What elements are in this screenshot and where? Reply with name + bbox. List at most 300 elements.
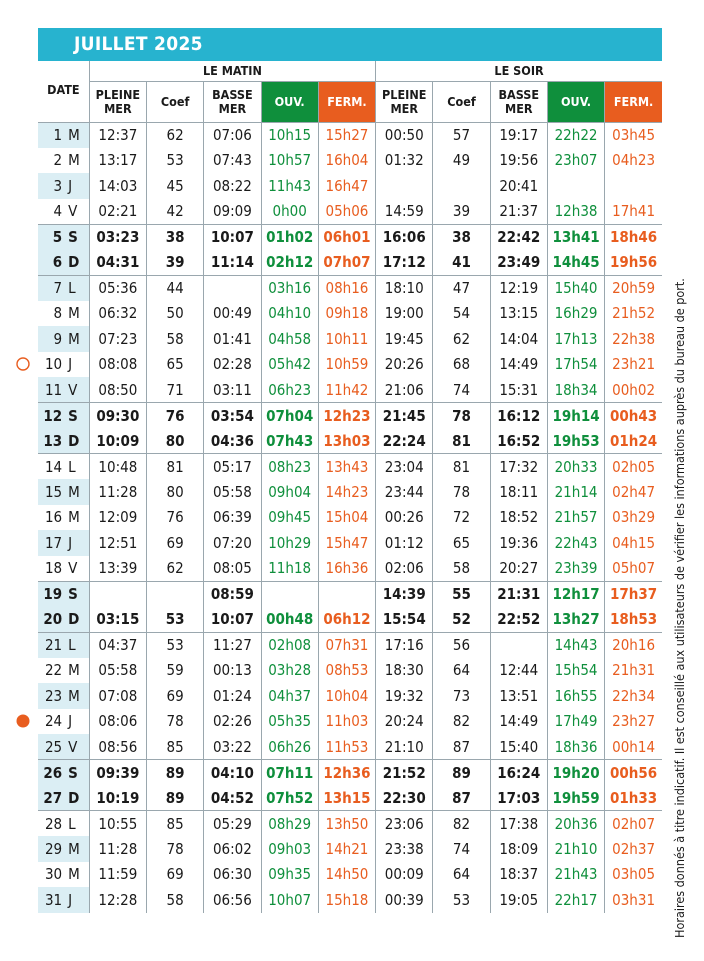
table-row bbox=[38, 556, 662, 582]
coef-soir-cell: 74 bbox=[433, 836, 490, 862]
ferm-matin-cell: 07h31 bbox=[318, 632, 375, 658]
ouv-soir-cell: 12h38 bbox=[547, 199, 604, 225]
day-letter-cell: M bbox=[65, 326, 89, 352]
ferm-soir-cell: 19h56 bbox=[610, 253, 658, 271]
pleine-mer-soir-cell bbox=[376, 173, 433, 199]
ferm-matin-cell: 16h47 bbox=[318, 173, 375, 199]
ouv-soir-cell: 19h53 bbox=[547, 428, 604, 454]
table-row bbox=[38, 862, 662, 888]
coef-soir-cell: 49 bbox=[433, 148, 490, 174]
basse-mer-matin-cell: 09:09 bbox=[204, 199, 261, 225]
table-row bbox=[38, 122, 662, 148]
day-number-cell: 5 bbox=[38, 224, 65, 250]
basse-mer-soir-cell: 22:52 bbox=[490, 607, 547, 633]
ferm-soir-cell: 23h21 bbox=[612, 355, 656, 374]
day-letter-cell: M bbox=[65, 862, 89, 888]
basse-mer-soir-cell: 16:24 bbox=[490, 760, 547, 786]
coef-soir-cell: 82 bbox=[433, 811, 490, 837]
ouv-matin-cell: 07h11 bbox=[261, 760, 318, 786]
basse-mer-soir-cell: 18:52 bbox=[490, 505, 547, 531]
pleine-mer-matin-cell: 10:09 bbox=[89, 428, 146, 454]
coef-matin-cell: 53 bbox=[147, 632, 204, 658]
table-row bbox=[38, 479, 662, 505]
basse-mer-matin-cell: 00:49 bbox=[204, 301, 261, 327]
ferm-soir-cell: 02h37 bbox=[612, 839, 656, 858]
ferm-soir-cell: 03h05 bbox=[612, 865, 656, 884]
ferm-soir-cell: 00h14 bbox=[612, 737, 656, 756]
ouv-soir-cell: 23h39 bbox=[547, 556, 604, 582]
pleine-mer-soir-cell: 21:52 bbox=[376, 760, 433, 786]
day-letter-cell: M bbox=[65, 683, 89, 709]
day-letter-cell: M bbox=[65, 505, 89, 531]
ouv-matin-cell: 06h23 bbox=[261, 377, 318, 403]
ouv-matin-cell: 05h35 bbox=[261, 709, 318, 735]
day-number-cell: 14 bbox=[38, 454, 65, 480]
ouv-soir-cell: 19h20 bbox=[547, 760, 604, 786]
basse-mer-matin-cell: 05:29 bbox=[204, 811, 261, 837]
ferm-matin-cell: 16h36 bbox=[318, 556, 375, 582]
ferm-soir-cell: 01h33 bbox=[610, 788, 658, 807]
basse-mer-matin-cell: 03:22 bbox=[204, 734, 261, 760]
basse-mer-soir-cell: 21:31 bbox=[490, 581, 547, 607]
coef-soir-cell: 56 bbox=[433, 632, 490, 658]
ferm-matin-cell: 13h03 bbox=[318, 428, 375, 454]
coef-matin-cell: 65 bbox=[147, 352, 204, 378]
pleine-mer-matin-cell: 08:08 bbox=[89, 352, 146, 378]
day-number-cell: 12 bbox=[38, 403, 65, 429]
basse-mer-soir-cell: 14:04 bbox=[490, 326, 547, 352]
day-number-cell: 19 bbox=[38, 581, 65, 607]
basse-mer-soir-cell: 13:15 bbox=[490, 301, 547, 327]
ouv-soir-cell: 20h36 bbox=[547, 811, 604, 837]
table-row bbox=[38, 301, 662, 327]
day-letter-cell: L bbox=[65, 811, 89, 837]
pleine-mer-matin-cell bbox=[89, 581, 146, 607]
coef-matin-cell: 69 bbox=[147, 683, 204, 709]
table-row bbox=[38, 530, 662, 556]
coef-matin-cell: 85 bbox=[147, 734, 204, 760]
ouv-matin-cell: 04h58 bbox=[261, 326, 318, 352]
day-number-cell: 31 bbox=[38, 887, 65, 913]
ferm-matin-cell: 05h06 bbox=[318, 199, 375, 225]
basse-mer-soir-cell bbox=[490, 632, 547, 658]
ferm-matin-cell: 15h47 bbox=[318, 530, 375, 556]
coef-matin-cell: 53 bbox=[147, 607, 204, 633]
table-row bbox=[38, 709, 662, 735]
table-row bbox=[38, 836, 662, 862]
pleine-mer-soir-cell: 19:45 bbox=[376, 326, 433, 352]
pleine-mer-matin-cell: 12:37 bbox=[89, 122, 146, 148]
ouv-soir-cell: 19h14 bbox=[547, 403, 604, 429]
basse-mer-matin-cell: 04:36 bbox=[204, 428, 261, 454]
day-number-cell: 13 bbox=[38, 428, 65, 454]
pleine-mer-matin-cell: 10:55 bbox=[89, 811, 146, 837]
header-basse-mer-matin: BASSE MER bbox=[204, 81, 261, 122]
coef-soir-cell: 62 bbox=[433, 326, 490, 352]
pleine-mer-matin-cell: 14:03 bbox=[89, 173, 146, 199]
basse-mer-matin-cell: 02:26 bbox=[204, 709, 261, 735]
coef-matin-cell: 85 bbox=[147, 811, 204, 837]
coef-soir-cell: 89 bbox=[433, 760, 490, 786]
pleine-mer-soir-cell: 21:45 bbox=[376, 403, 433, 429]
ouv-soir-cell: 19h59 bbox=[547, 785, 604, 811]
ferm-soir-cell: 00h56 bbox=[605, 760, 662, 786]
ferm-soir-cell: 02h47 bbox=[612, 482, 656, 501]
table-row bbox=[38, 275, 662, 301]
pleine-mer-soir-cell: 00:26 bbox=[376, 505, 433, 531]
ouv-soir-cell: 12h17 bbox=[547, 581, 604, 607]
basse-mer-soir-cell: 16:52 bbox=[490, 428, 547, 454]
pleine-mer-matin-cell: 06:32 bbox=[89, 301, 146, 327]
basse-mer-matin-cell: 06:56 bbox=[204, 887, 261, 913]
pleine-mer-matin-cell: 09:39 bbox=[89, 760, 146, 786]
basse-mer-soir-cell: 19:17 bbox=[490, 122, 547, 148]
coef-soir-cell: 47 bbox=[433, 275, 490, 301]
basse-mer-matin-cell bbox=[204, 275, 261, 301]
ouv-soir-cell: 16h29 bbox=[547, 301, 604, 327]
coef-soir-cell: 81 bbox=[433, 454, 490, 480]
ouv-soir-cell: 13h41 bbox=[547, 224, 604, 250]
day-letter-cell: D bbox=[65, 250, 89, 276]
pleine-mer-matin-cell: 10:48 bbox=[89, 454, 146, 480]
table-row bbox=[38, 607, 662, 633]
day-number-cell: 17 bbox=[38, 530, 65, 556]
coef-matin-cell: 69 bbox=[147, 862, 204, 888]
coef-soir-cell bbox=[433, 173, 490, 199]
basse-mer-matin-cell: 11:27 bbox=[204, 632, 261, 658]
day-letter-cell: L bbox=[65, 454, 89, 480]
ouv-soir-cell: 17h49 bbox=[547, 709, 604, 735]
ferm-soir-cell: 17h41 bbox=[612, 202, 656, 220]
day-number-cell: 23 bbox=[38, 683, 65, 709]
pleine-mer-soir-cell: 20:26 bbox=[376, 352, 433, 378]
ouv-soir-cell: 22h17 bbox=[547, 887, 604, 913]
day-number-cell: 28 bbox=[38, 811, 65, 837]
day-letter-cell: D bbox=[65, 428, 89, 454]
ferm-matin-cell: 11h03 bbox=[318, 709, 375, 735]
header-pleine-mer-soir: PLEINE MER bbox=[376, 81, 433, 122]
basse-mer-soir-cell: 18:37 bbox=[490, 862, 547, 888]
day-letter-cell: M bbox=[65, 148, 89, 174]
day-letter-cell: D bbox=[65, 607, 89, 633]
ferm-soir-cell: 03h29 bbox=[612, 508, 656, 527]
coef-matin-cell: 89 bbox=[147, 760, 204, 786]
coef-soir-cell: 78 bbox=[433, 403, 490, 429]
day-number-cell: 26 bbox=[38, 760, 65, 786]
basse-mer-matin-cell: 00:13 bbox=[204, 658, 261, 684]
ouv-matin-cell bbox=[261, 581, 318, 607]
pleine-mer-soir-cell: 15:54 bbox=[376, 607, 433, 633]
coef-soir-cell: 65 bbox=[433, 530, 490, 556]
day-number-cell: 3 bbox=[38, 173, 65, 199]
ouv-soir-cell: 20h33 bbox=[547, 454, 604, 480]
coef-matin-cell: 81 bbox=[147, 454, 204, 480]
pleine-mer-soir-cell: 01:32 bbox=[376, 148, 433, 174]
coef-soir-cell: 74 bbox=[433, 377, 490, 403]
ferm-matin-cell: 06h01 bbox=[318, 224, 375, 250]
ouv-matin-cell: 10h29 bbox=[261, 530, 318, 556]
header-ferm-matin: FERM. bbox=[318, 81, 375, 122]
pleine-mer-matin-cell: 02:21 bbox=[89, 199, 146, 225]
pleine-mer-matin-cell: 08:56 bbox=[89, 734, 146, 760]
coef-soir-cell: 39 bbox=[433, 199, 490, 225]
table-row bbox=[38, 658, 662, 684]
pleine-mer-soir-cell: 00:39 bbox=[376, 887, 433, 913]
ouv-matin-cell: 08h29 bbox=[261, 811, 318, 837]
coef-soir-cell: 38 bbox=[433, 224, 490, 250]
coef-soir-cell: 52 bbox=[433, 607, 490, 633]
ouv-matin-cell: 02h12 bbox=[261, 250, 318, 276]
ouv-soir-cell: 15h40 bbox=[547, 275, 604, 301]
ferm-matin-cell: 12h23 bbox=[318, 403, 375, 429]
table-row bbox=[38, 760, 662, 786]
day-number-cell: 30 bbox=[44, 865, 63, 884]
pleine-mer-soir-cell: 21:10 bbox=[376, 734, 433, 760]
ouv-matin-cell: 04h37 bbox=[261, 683, 318, 709]
ouv-matin-cell: 10h07 bbox=[261, 887, 318, 913]
header-group-row bbox=[38, 61, 662, 81]
ouv-matin-cell: 09h45 bbox=[261, 505, 318, 531]
day-number-cell: 15 bbox=[38, 479, 65, 505]
pleine-mer-matin-cell: 04:31 bbox=[89, 250, 146, 276]
ouv-soir-cell bbox=[547, 173, 604, 199]
day-number-cell: 20 bbox=[38, 607, 65, 633]
basse-mer-soir-cell: 20:27 bbox=[490, 556, 547, 582]
day-number-cell: 2 bbox=[53, 151, 63, 170]
ferm-soir-cell: 02h07 bbox=[605, 811, 662, 837]
table-row bbox=[38, 428, 662, 454]
pleine-mer-matin-cell: 11:59 bbox=[89, 862, 146, 888]
pleine-mer-soir-cell: 23:06 bbox=[376, 811, 433, 837]
day-number-cell: 11 bbox=[38, 377, 65, 403]
day-number-cell: 21 bbox=[38, 632, 65, 658]
coef-matin-cell: 58 bbox=[147, 887, 204, 913]
coef-matin-cell: 76 bbox=[147, 403, 204, 429]
ouv-matin-cell: 08h23 bbox=[261, 454, 318, 480]
pleine-mer-soir-cell: 18:30 bbox=[376, 658, 433, 684]
ferm-matin-cell: 08h16 bbox=[318, 275, 375, 301]
pleine-mer-soir-cell: 23:44 bbox=[376, 479, 433, 505]
coef-soir-cell: 64 bbox=[433, 658, 490, 684]
ferm-soir-cell: 01h24 bbox=[610, 431, 658, 450]
day-letter-cell: V bbox=[65, 199, 89, 225]
header-columns-row bbox=[38, 81, 662, 122]
day-letter-cell: S bbox=[65, 760, 89, 786]
coef-soir-cell: 81 bbox=[433, 428, 490, 454]
ferm-matin-cell: 15h27 bbox=[318, 122, 375, 148]
pleine-mer-soir-cell: 14:59 bbox=[376, 199, 433, 225]
ouv-matin-cell: 10h57 bbox=[261, 148, 318, 174]
header-ouv-soir: OUV. bbox=[547, 81, 604, 122]
coef-soir-cell: 72 bbox=[433, 505, 490, 531]
coef-matin-cell: 78 bbox=[147, 709, 204, 735]
day-number-cell: 18 bbox=[44, 559, 63, 577]
day-number-cell: 24 bbox=[44, 712, 63, 731]
page-title: JUILLET 2025 bbox=[38, 28, 662, 61]
table-row bbox=[38, 454, 662, 480]
ferm-matin-cell: 15h04 bbox=[318, 505, 375, 531]
coef-soir-cell: 41 bbox=[433, 250, 490, 276]
pleine-mer-soir-cell: 23:04 bbox=[376, 454, 433, 480]
ouv-matin-cell: 09h04 bbox=[261, 479, 318, 505]
day-number-cell: 16 bbox=[44, 508, 63, 527]
table-row bbox=[38, 173, 662, 199]
header-coef-soir: Coef bbox=[433, 81, 490, 122]
ferm-soir-cell: 03h45 bbox=[612, 126, 656, 144]
ouv-matin-cell: 05h42 bbox=[261, 352, 318, 378]
ferm-soir-cell: 22h38 bbox=[612, 329, 656, 348]
ouv-soir-cell: 18h36 bbox=[547, 734, 604, 760]
ferm-matin-cell: 14h50 bbox=[318, 862, 375, 888]
ferm-soir-cell: 03h31 bbox=[612, 890, 656, 909]
ouv-soir-cell: 14h45 bbox=[547, 250, 604, 276]
coef-soir-cell: 87 bbox=[433, 734, 490, 760]
day-number-cell: 4 bbox=[53, 202, 63, 220]
ouv-soir-cell: 21h43 bbox=[547, 862, 604, 888]
basse-mer-matin-cell: 06:39 bbox=[204, 505, 261, 531]
pleine-mer-soir-cell: 18:10 bbox=[376, 275, 433, 301]
new-moon-icon bbox=[15, 713, 31, 729]
ouv-matin-cell: 02h08 bbox=[261, 632, 318, 658]
ouv-matin-cell: 03h28 bbox=[261, 658, 318, 684]
ouv-matin-cell: 0h00 bbox=[261, 199, 318, 225]
day-letter-cell: V bbox=[65, 556, 89, 582]
ferm-matin-cell: 14h23 bbox=[318, 479, 375, 505]
coef-matin-cell: 89 bbox=[147, 785, 204, 811]
day-letter-cell: J bbox=[65, 709, 89, 735]
ouv-matin-cell: 10h15 bbox=[261, 122, 318, 148]
pleine-mer-soir-cell: 01:12 bbox=[376, 530, 433, 556]
coef-soir-cell: 78 bbox=[433, 479, 490, 505]
day-number-cell: 9 bbox=[38, 326, 65, 352]
basse-mer-soir-cell: 19:36 bbox=[490, 530, 547, 556]
day-number-cell: 27 bbox=[38, 785, 65, 811]
day-letter-cell: L bbox=[65, 632, 89, 658]
table-row bbox=[38, 581, 662, 607]
day-number-cell: 29 bbox=[38, 836, 65, 862]
ferm-soir-cell: 00h02 bbox=[612, 380, 656, 399]
pleine-mer-matin-cell: 12:28 bbox=[89, 887, 146, 913]
ferm-matin-cell: 07h07 bbox=[318, 250, 375, 276]
pleine-mer-soir-cell: 21:06 bbox=[376, 377, 433, 403]
day-letter-cell: M bbox=[65, 301, 89, 327]
table-row bbox=[38, 403, 662, 429]
header-pleine-mer-matin: PLEINE MER bbox=[89, 81, 146, 122]
basse-mer-matin-cell: 05:17 bbox=[204, 454, 261, 480]
day-letter-cell: J bbox=[65, 173, 89, 199]
pleine-mer-soir-cell: 17:16 bbox=[376, 632, 433, 658]
day-number-cell: 1 bbox=[38, 122, 65, 148]
day-number-cell: 8 bbox=[53, 304, 63, 323]
ferm-soir-cell: 04h23 bbox=[612, 151, 656, 170]
ferm-soir-cell: 20h16 bbox=[605, 632, 662, 658]
ferm-soir-cell bbox=[605, 173, 662, 199]
basse-mer-soir-cell: 12:44 bbox=[490, 658, 547, 684]
pleine-mer-matin-cell: 11:28 bbox=[89, 836, 146, 862]
coef-matin-cell: 50 bbox=[147, 301, 204, 327]
table-row bbox=[38, 148, 662, 174]
coef-soir-cell: 68 bbox=[433, 352, 490, 378]
basse-mer-soir-cell: 18:11 bbox=[490, 479, 547, 505]
day-number-cell: 25 bbox=[38, 734, 65, 760]
ouv-matin-cell: 03h16 bbox=[261, 275, 318, 301]
ouv-matin-cell: 00h48 bbox=[261, 607, 318, 633]
pleine-mer-matin-cell: 04:37 bbox=[89, 632, 146, 658]
coef-matin-cell: 62 bbox=[147, 556, 204, 582]
day-number-cell: 6 bbox=[38, 250, 65, 276]
pleine-mer-matin-cell: 11:28 bbox=[89, 479, 146, 505]
ouv-matin-cell: 11h43 bbox=[261, 173, 318, 199]
tide-rows bbox=[38, 122, 662, 913]
pleine-mer-matin-cell: 07:23 bbox=[89, 326, 146, 352]
pleine-mer-soir-cell: 00:50 bbox=[376, 122, 433, 148]
basse-mer-matin-cell: 11:14 bbox=[204, 250, 261, 276]
coef-matin-cell: 45 bbox=[147, 173, 204, 199]
pleine-mer-matin-cell: 03:23 bbox=[89, 224, 146, 250]
coef-matin-cell: 76 bbox=[147, 505, 204, 531]
pleine-mer-matin-cell: 08:50 bbox=[89, 377, 146, 403]
ouv-soir-cell: 21h14 bbox=[547, 479, 604, 505]
basse-mer-soir-cell: 17:38 bbox=[490, 811, 547, 837]
pleine-mer-matin-cell: 12:09 bbox=[89, 505, 146, 531]
ouv-matin-cell: 09h35 bbox=[261, 862, 318, 888]
basse-mer-soir-cell: 14:49 bbox=[490, 352, 547, 378]
day-number-cell: 7 bbox=[38, 275, 65, 301]
coef-matin-cell: 59 bbox=[147, 658, 204, 684]
basse-mer-matin-cell: 08:59 bbox=[204, 581, 261, 607]
coef-matin-cell: 69 bbox=[147, 530, 204, 556]
ouv-soir-cell: 17h13 bbox=[547, 326, 604, 352]
pleine-mer-soir-cell: 17:12 bbox=[376, 250, 433, 276]
coef-matin-cell: 44 bbox=[147, 275, 204, 301]
ferm-matin-cell: 15h18 bbox=[318, 887, 375, 913]
pleine-mer-matin-cell: 10:19 bbox=[89, 785, 146, 811]
ferm-matin-cell: 16h04 bbox=[318, 148, 375, 174]
ferm-matin-cell: 11h53 bbox=[318, 734, 375, 760]
pleine-mer-soir-cell: 19:00 bbox=[376, 301, 433, 327]
day-letter-cell: S bbox=[65, 224, 89, 250]
ferm-matin-cell: 13h50 bbox=[318, 811, 375, 837]
basse-mer-matin-cell: 08:05 bbox=[204, 556, 261, 582]
header-le-soir: LE SOIR bbox=[494, 63, 544, 79]
basse-mer-soir-cell: 15:40 bbox=[490, 734, 547, 760]
table-row bbox=[38, 887, 662, 913]
day-letter-cell: M bbox=[65, 479, 89, 505]
ferm-matin-cell: 08h53 bbox=[318, 658, 375, 684]
basse-mer-soir-cell: 17:03 bbox=[490, 785, 547, 811]
first-quarter-icon bbox=[15, 152, 31, 168]
coef-soir-cell: 55 bbox=[433, 581, 490, 607]
basse-mer-soir-cell: 21:37 bbox=[490, 199, 547, 225]
ferm-matin-cell bbox=[318, 581, 375, 607]
basse-mer-soir-cell: 13:51 bbox=[490, 683, 547, 709]
ouv-matin-cell: 09h03 bbox=[261, 836, 318, 862]
day-letter-cell: S bbox=[65, 581, 89, 607]
table-row bbox=[38, 734, 662, 760]
ferm-soir-cell: 00h43 bbox=[605, 403, 662, 429]
coef-matin-cell: 38 bbox=[147, 224, 204, 250]
coef-matin-cell: 53 bbox=[147, 148, 204, 174]
ferm-matin-cell: 13h43 bbox=[318, 454, 375, 480]
basse-mer-soir-cell: 19:05 bbox=[490, 887, 547, 913]
pleine-mer-soir-cell: 00:09 bbox=[376, 862, 433, 888]
table-row bbox=[38, 683, 662, 709]
day-letter-cell: M bbox=[65, 836, 89, 862]
coef-matin-cell bbox=[147, 581, 204, 607]
coef-soir-cell: 57 bbox=[433, 122, 490, 148]
ouv-soir-cell: 22h43 bbox=[547, 530, 604, 556]
pleine-mer-matin-cell: 13:39 bbox=[89, 556, 146, 582]
